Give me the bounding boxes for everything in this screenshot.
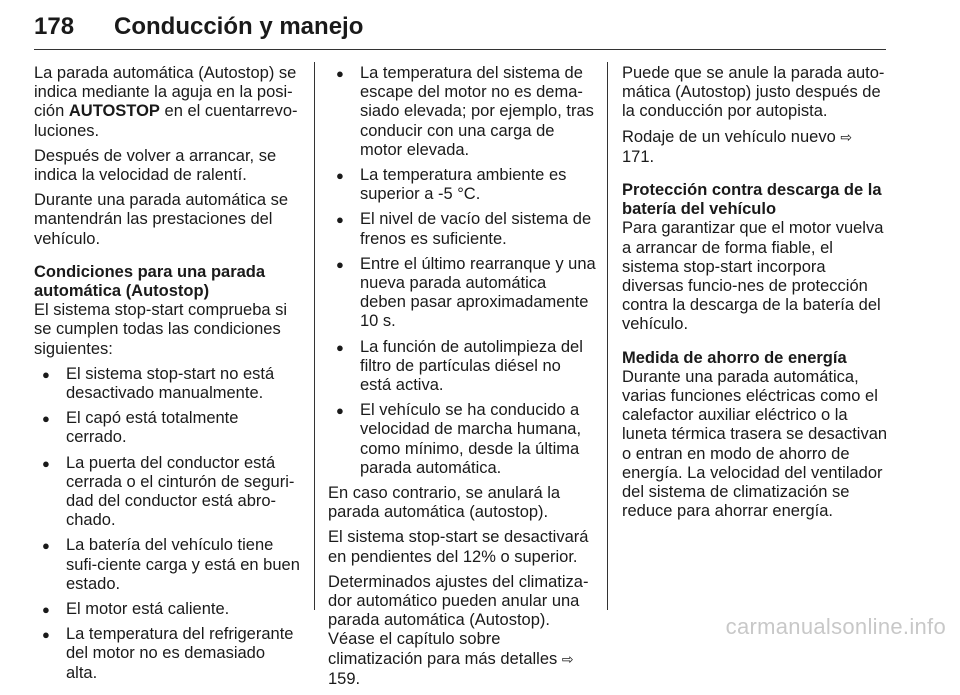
paragraph-autostop-indication: [34, 64, 300, 141]
page-reference-arrow-icon: ⇨: [561, 651, 574, 668]
text-run: en el cuentarrevo-luciones.: [34, 102, 298, 140]
paragraph-cancel: En caso contrario, se anulará la parada automática (autostop).: [328, 484, 561, 522]
page-reference-arrow-icon: ⇨: [840, 129, 853, 146]
watermark: carmanualsonline.info: [725, 614, 946, 639]
paragraph-slope: El sistema stop-start se desactivará en pendientes del 12% o superior.: [328, 528, 589, 566]
paragraph-conditions-intro: El sistema stop-start comprueba si se cumplen todas las condiciones siguientes:: [34, 301, 288, 358]
section-heading-energy: Medida de ahorro de energía: [622, 348, 847, 367]
conditions-list-continued: [328, 64, 596, 478]
column-divider: [607, 62, 608, 610]
text-run: La parada automática (Autostop) se indica mediante la aguja en la posi-ción: [34, 64, 297, 121]
list-item: ● La temperatura del sistema de escape del motor no es dema-siado elevada; por ejemplo, tras conducir con una carga de motor elevada.: [328, 64, 596, 160]
paragraph-energy: Durante una parada automática, varias funciones eléctricas como el calefactor auxiliar eléctrico o la luneta térmica trasera se desactivan o entran en modo de ahorro de energía. La velocidad del ventilador del sistema de climatización se reduce para ahorrar energía.: [622, 367, 888, 521]
page-header: [34, 8, 886, 46]
list-item: ● El motor está caliente.: [34, 600, 300, 619]
paragraph-climate: [328, 573, 596, 689]
paragraph-restart: Después de volver a arrancar, se indica la velocidad de ralentí.: [34, 146, 277, 185]
list-item: ● El capó está totalmente cerrado.: [34, 409, 300, 447]
list-item: ● La función de autolimpieza del filtro de partículas diésel no está activa.: [328, 338, 596, 396]
paragraph-performance: Durante una parada automática se mantendrán las prestaciones del vehículo.: [34, 191, 289, 248]
text-run: Rodaje de un vehículo nuevo: [622, 127, 841, 146]
conditions-list: [34, 365, 300, 683]
column-3: [622, 64, 888, 527]
list-item: ● El nivel de vacío del sistema de frenos es suficiente.: [328, 210, 596, 248]
autostop-label: AUTOSTOP: [68, 102, 160, 121]
text-run: Determinados ajustes del climatiza-dor automático pueden anular una parada automática (Autostop). Véase el capítulo sobre climatización para más detalles: [328, 572, 589, 668]
page-title: Conducción y manejo: [114, 13, 364, 40]
list-item: ● Entre el último rearranque y una nueva parada automática deben pasar aproximadamente 10 s.: [328, 255, 596, 332]
section-heading-conditions: Condiciones para una parada automática (Autostop): [34, 262, 266, 301]
page-reference-link[interactable]: 171.: [622, 147, 655, 166]
page-reference-link[interactable]: 159.: [328, 669, 361, 688]
paragraph-run-in: [622, 128, 888, 167]
column-divider: [314, 62, 315, 610]
list-item: ● La batería del vehículo tiene sufi-ciente carga y está en buen estado.: [34, 536, 300, 594]
list-item: ● La temperatura del refrigerante del motor no es demasiado alta.: [34, 625, 300, 683]
column-2: [328, 64, 596, 695]
column-1: [34, 64, 300, 689]
list-item: ● El sistema stop-start no está desactivado manualmente.: [34, 365, 300, 403]
section-heading-battery: Protección contra descarga de la batería del vehículo: [622, 181, 882, 219]
list-item: ● La puerta del conductor está cerrada o el cinturón de seguri-dad del conductor está abro-chado.: [34, 454, 300, 531]
header-rule: [34, 49, 886, 50]
page-number: 178: [34, 13, 75, 40]
list-item: ● La temperatura ambiente es superior a -5 °C.: [328, 166, 596, 204]
paragraph-battery: Para garantizar que el motor vuelva a arrancar de forma fiable, el sistema stop-start incorpora diversas funcio-nes de protección contra la descarga de la batería del vehículo.: [622, 219, 884, 334]
paragraph-highway: Puede que se anule la parada auto-mática (Autostop) justo después de la conducción por autopista.: [622, 64, 885, 121]
list-item: ● El vehículo se ha conducido a velocidad de marcha humana, como mínimo, desde la última parada automática.: [328, 401, 596, 478]
